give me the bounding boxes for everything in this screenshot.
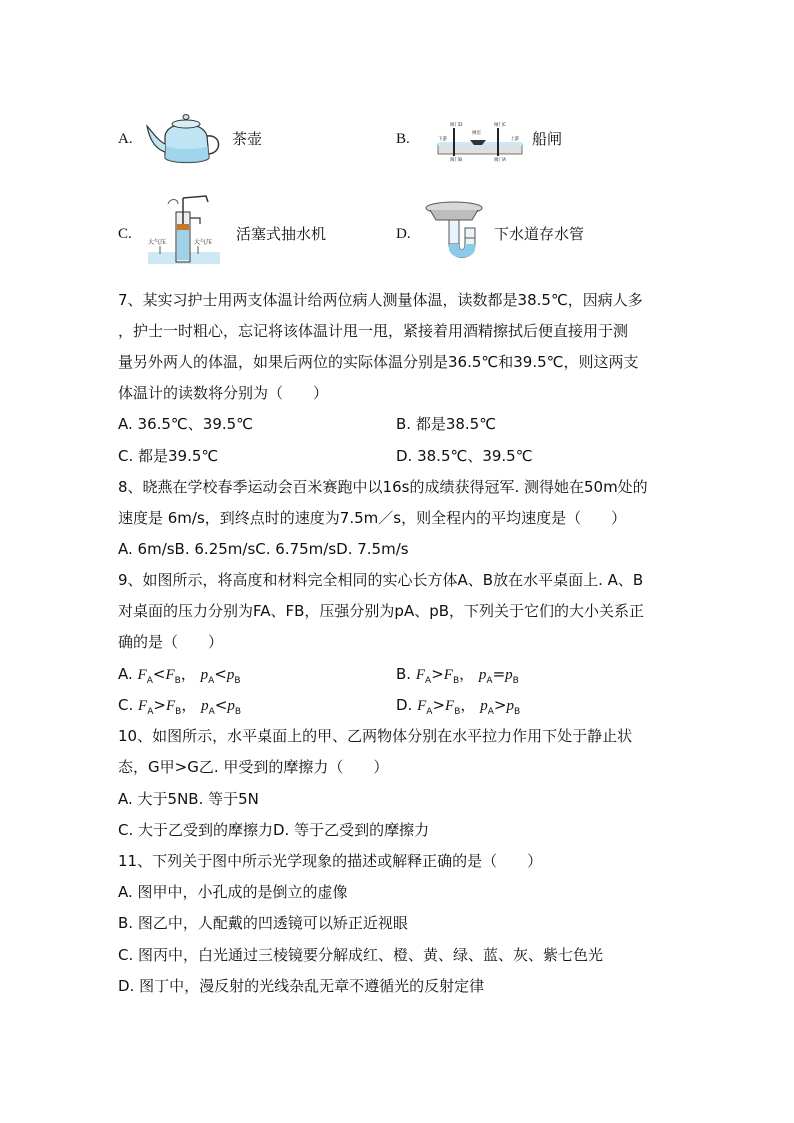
option-a: A. $F_A<F_B$， $p_A<p_B$ [118,665,241,686]
upstream-label: 上游 [510,137,519,142]
options-line: C. 大于乙受到的摩擦力D. 等于乙受到的摩擦力 [118,821,430,839]
option-c: C. $F_A>F_B$， $p_A<p_B$ [118,696,242,717]
option-letter: A. [118,131,133,147]
atm-pressure-left: 大气压 [148,239,167,246]
valve-a-label: 阀门A [494,158,507,162]
options-line: A. 大于5NB. 等于5N [118,790,259,808]
atm-pressure-right: 大气压 [194,239,213,246]
ship-lock-icon [436,120,524,162]
option-label: 茶壶 [232,130,263,148]
option-letter: C. [118,226,132,242]
question-text-line: 8、晓燕在学校春季运动会百米赛跑中以16s的成绩获得冠军. 测得她在50m处的 [118,478,648,496]
gate-c-label: 闸门C [494,123,507,128]
question-text-line: 11、下列关于图中所示光学现象的描述或解释正确的是（ ） [118,852,543,870]
question-text-line: 态，G甲>G乙. 甲受到的摩擦力（ ） [118,758,389,776]
drain-trap-icon [422,198,486,268]
question-text-line: 7、某实习护士用两支体温计给两位病人测量体温，读数都是38.5℃，因病人多 [118,291,643,309]
option-d: D. 38.5℃、39.5℃ [396,447,533,465]
option-d: D. 图丁中，漫反射的光线杂乱无章不遵循光的反射定律 [118,977,485,995]
teapot-icon [145,106,227,168]
option-letter: D. [396,226,411,242]
question-text-line: 10、如图所示，水平桌面上的甲、乙两物体分别在水平拉力作用下处于静止状 [118,727,633,745]
option-b: B. $F_A>F_B$， $p_A=p_B$ [396,665,519,686]
option-d: D. $F_A>F_B$， $p_A>p_B$ [396,696,521,717]
downstream-label: 下游 [438,137,447,142]
question-text-line: 对桌面的压力分别为FA、FB，压强分别为pA、pB，下列关于它们的大小关系正 [118,602,645,620]
question-text-line: 量另外两人的体温，如果后两位的实际体温分别是36.5℃和39.5℃，则这两支 [118,353,639,371]
question-text-line: 9、如图所示，将高度和材料完全相同的实心长方体A、B放在水平桌面上. A、B [118,571,644,589]
option-a: A. 36.5℃、39.5℃ [118,415,254,433]
option-label: 船闸 [532,130,563,148]
option-c: C. 都是39.5℃ [118,447,219,465]
option-c: C. 图丙中，白光通过三棱镜要分解成红、橙、黄、绿、蓝、灰、紫七色光 [118,946,604,964]
question-text-line: ，护士一时粗心，忘记将该体温计甩一甩，紧接着用酒精擦拭后便直接用于测 [118,322,629,340]
question-text-line: 速度是 6m/s，到终点时的速度为7.5m／s，则全程内的平均速度是（ ） [118,509,627,527]
valve-b-label: 阀门B [450,158,463,162]
option-b: B. 图乙中，人配戴的凹透镜可以矫正近视眼 [118,914,408,932]
option-b: B. 都是38.5℃ [396,415,497,433]
option-a: A. 图甲中，小孔成的是倒立的虚像 [118,883,348,901]
option-label: 下水道存水管 [494,225,585,243]
gate-d-label: 阀门D [450,123,463,128]
options-line: A. 6m/sB. 6.25m/sC. 6.75m/sD. 7.5m/s [118,540,409,558]
option-label: 活塞式抽水机 [236,225,327,243]
question-text-line: 确的是（ ） [118,633,224,651]
option-letter: B. [396,131,410,147]
lock-chamber-label: 闸室 [472,131,481,136]
question-text-line: 体温计的读数将分别为（ ） [118,384,329,402]
piston-pump-icon [148,194,220,268]
